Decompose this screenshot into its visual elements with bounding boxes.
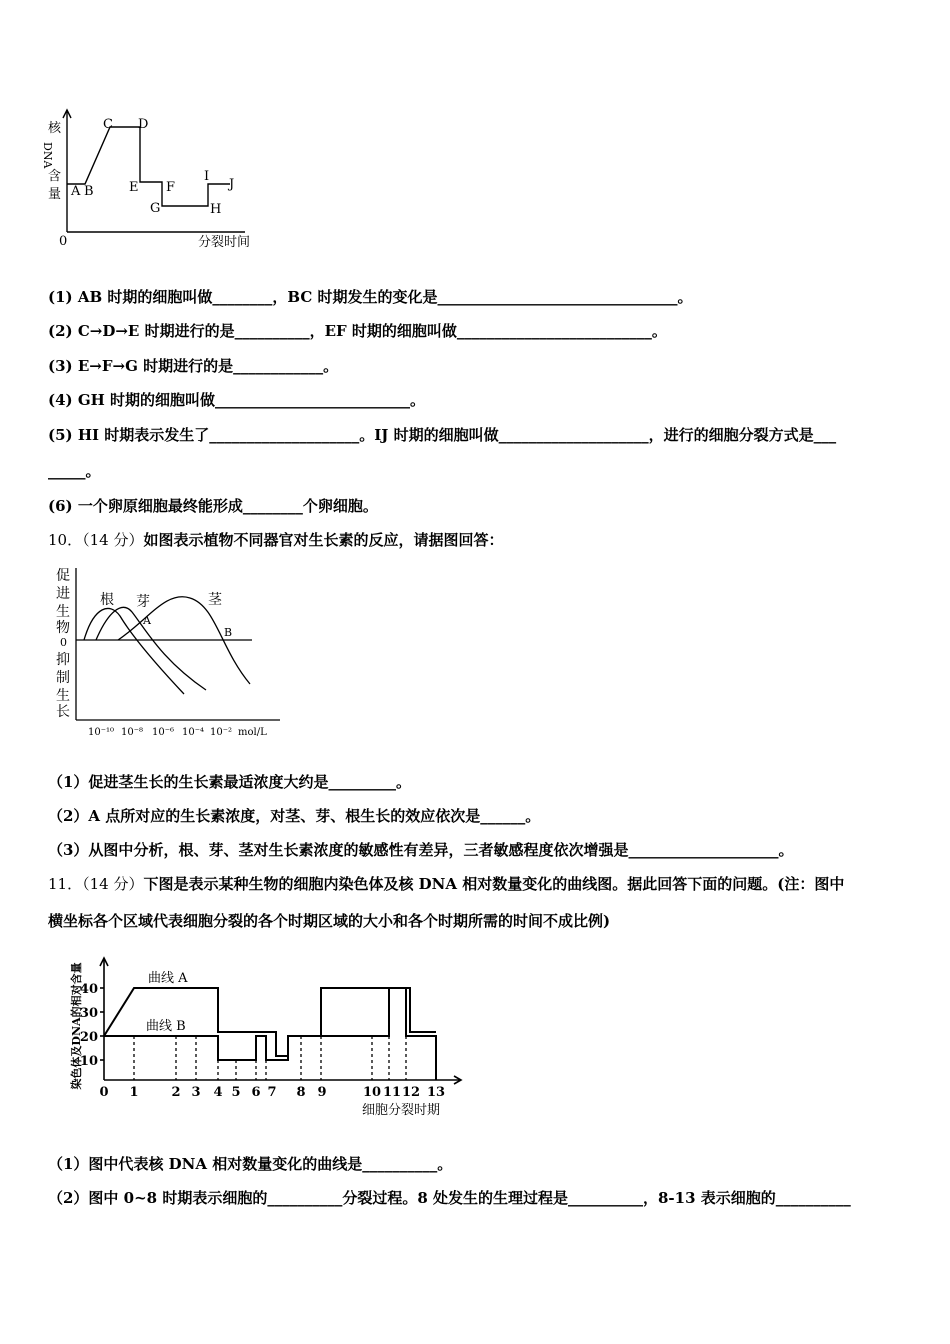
q11-number: 11．: [48, 875, 83, 893]
fig2-ylabel-bottom-0: 抑: [56, 652, 70, 668]
fig3-xtick-11: 11: [382, 1085, 402, 1100]
curve-a-label: 曲线 A: [148, 971, 188, 986]
fig2-ylabel-top-2: 生: [56, 604, 70, 620]
fig3-xlabel: 细胞分裂时期: [362, 1103, 441, 1118]
fig3-xtick-9: 9: [317, 1085, 327, 1100]
bud-label: 芽: [136, 594, 150, 610]
curve-b-label: 曲线 B: [146, 1019, 186, 1034]
point-b-label: B: [224, 626, 233, 639]
fig2-ylabel-bottom-2: 生: [56, 688, 70, 704]
fig1-ylabel-2: 含: [48, 169, 62, 184]
fig1-point-a: A: [71, 184, 81, 199]
fig2-ylabel-bottom-3: 长: [56, 704, 70, 720]
q11-item-2: （2）图中 0~8 时期表示细胞的__________分裂过程。8 处发生的生理过程是__________，8-13 表示细胞的__________: [48, 1189, 851, 1207]
dna-content-figure: [40, 100, 280, 260]
fig3-xtick-7: 7: [267, 1085, 277, 1100]
fig1-ylabel-1: DNA: [41, 142, 54, 169]
fig3-xtick-3: 3: [191, 1085, 201, 1100]
fig3-ytick-label-40: 40: [79, 982, 98, 997]
fig1-point-g: G: [150, 201, 161, 216]
q9-item-1: (1) AB 时期的细胞叫做________，BC 时期发生的变化是________________________________。: [48, 288, 693, 306]
fig3-xtick-0: 0: [99, 1085, 109, 1100]
fig2-tick-4: 10⁻²: [210, 727, 233, 738]
q10-score: （14 分）: [82, 531, 144, 549]
chromosome-dna-figure: [56, 950, 476, 1125]
fig1-point-b: B: [84, 184, 94, 199]
q9-item-5-cont: _____。: [48, 462, 101, 480]
q10-stem-text: 如图表示植物不同器官对生长素的反应，请据图回答：: [143, 531, 504, 549]
q9-item-6: (6) 一个卵原细胞最终能形成________个卵细胞。: [48, 497, 378, 515]
bud-curve: [96, 607, 206, 690]
fig1-point-i: I: [204, 169, 210, 184]
fig2-unit: mol/L: [238, 727, 267, 738]
fig2-tick-1: 10⁻⁸: [121, 727, 144, 738]
fig2-tick-2: 10⁻⁶: [152, 727, 175, 738]
fig2-tick-0: 10⁻¹⁰: [88, 727, 115, 738]
q10-item-1: （1）促进茎生长的生长素最适浓度大约是_________。: [48, 773, 411, 791]
fig2-ylabel-top-3: 物: [56, 620, 70, 636]
fig2-ylabel-top-0: 促: [56, 568, 70, 584]
point-a-label: A: [143, 614, 151, 627]
fig2-ylabel-top-1: 进: [56, 586, 70, 602]
curve-b-line: [104, 988, 436, 1080]
auxin-response-figure: [48, 560, 288, 745]
q9-item-3: (3) E→F→G 时期进行的是____________。: [48, 357, 339, 375]
fig1-point-j: J: [229, 177, 235, 192]
fig1-point-f: F: [166, 180, 176, 195]
fig1-xlabel: 分裂时间: [198, 235, 251, 250]
fig3-xtick-6: 6: [251, 1085, 261, 1100]
fig3-xtick-5: 5: [231, 1085, 241, 1100]
fig1-point-h: H: [210, 202, 222, 217]
fig2-tick-3: 10⁻⁴: [182, 727, 205, 738]
q9-item-2: (2) C→D→E 时期进行的是__________，EF 时期的细胞叫做__________________________。: [48, 322, 667, 340]
fig1-ylabel-0: 核: [48, 121, 62, 136]
q10-stem: [48, 529, 503, 550]
fig1-point-e: E: [129, 180, 139, 195]
fig3-ytick-label-30: 30: [79, 1006, 98, 1021]
fig2-zero-label: 0: [60, 636, 67, 649]
root-curve: [84, 608, 184, 694]
fig3-xtick-4: 4: [213, 1085, 223, 1100]
fig1-point-d: D: [138, 117, 149, 132]
fig3-xtick-10: 10: [362, 1085, 382, 1100]
q11-stem-line-1: 下图是表示某种生物的细胞内染色体及核 DNA 相对数量变化的曲线图。据此回答下面的问题。(注：图中: [143, 875, 845, 893]
q11-stem-line-2: 横坐标各个区域代表细胞分裂的各个时期区域的大小和各个时期所需的时间不成比例): [48, 912, 611, 930]
fig3-xtick-12: 12: [401, 1085, 421, 1100]
q11-item-1: （1）图中代表核 DNA 相对数量变化的曲线是__________。: [48, 1155, 453, 1173]
q11-score: （14 分）: [82, 875, 144, 893]
stem-label: 茎: [208, 592, 222, 608]
fig3-xtick-1: 1: [129, 1085, 139, 1100]
q9-item-4: (4) GH 时期的细胞叫做__________________________。: [48, 391, 426, 409]
q10-number: 10．: [48, 531, 83, 549]
root-label: 根: [100, 592, 114, 608]
fig1-point-c: C: [103, 117, 113, 132]
q10-item-2: （2）A 点所对应的生长素浓度，对茎、芽、根生长的效应依次是______。: [48, 807, 541, 825]
fig3-ytick-label-10: 10: [79, 1054, 98, 1069]
fig3-ylabel: 染色体及DNA的相对含量: [70, 962, 83, 1090]
fig1-origin: 0: [59, 234, 68, 249]
fig3-xtick-8: 8: [296, 1085, 306, 1100]
q10-item-3: （3）从图中分析，根、芽、茎对生长素浓度的敏感性有差异，三者敏感程度依次增强是____________________。: [48, 841, 794, 859]
fig3-ytick-label-20: 20: [79, 1030, 98, 1045]
fig1-ylabel-3: 量: [48, 187, 62, 202]
fig2-ylabel-bottom-1: 制: [56, 670, 70, 686]
fig3-xtick-13: 13: [426, 1085, 446, 1100]
q11-stem: [48, 873, 844, 894]
q9-item-5: (5) HI 时期表示发生了____________________。IJ 时期的细胞叫做____________________，进行的细胞分裂方式是___: [48, 426, 837, 444]
fig3-xtick-2: 2: [171, 1085, 181, 1100]
